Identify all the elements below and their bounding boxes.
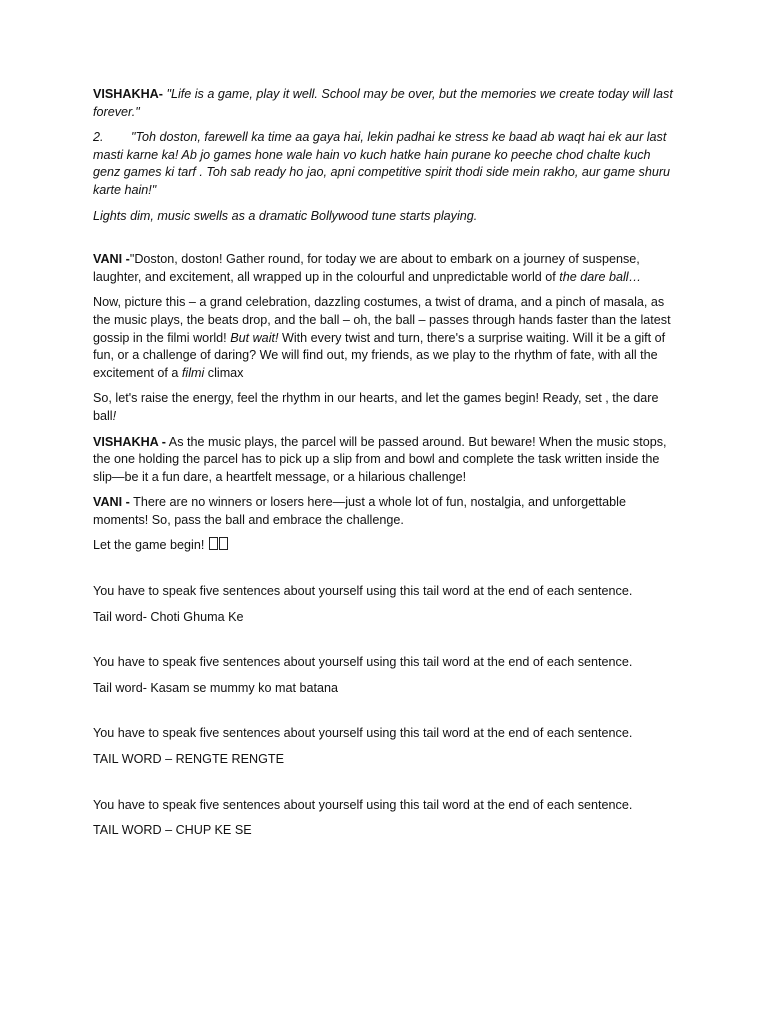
- numbered-paragraph: [93, 129, 676, 199]
- italic-text: !: [112, 408, 117, 423]
- task-instruction: You have to speak five sentences about yourself using this tail word at the end of each sentence.: [93, 726, 633, 741]
- task-instruction: You have to speak five sentences about yourself using this tail word at the end of each sentence.: [93, 797, 633, 812]
- vishakha-opening-line: [93, 86, 676, 121]
- paragraph-text: With every twist and turn, there's a surprise waiting. Will it be a gift of fun, or a challenge of daring? We will find out, my friends, as we play to the rhythm of fate, with all the excitement of a: [93, 330, 666, 380]
- vani-rules-line: [93, 494, 676, 529]
- paragraph-number: 2.: [93, 130, 104, 145]
- paragraph-text: climax: [204, 365, 244, 380]
- paragraph-text: As the music plays, the parcel will be passed around. But beware! When the music stops, the one holding the parcel has to pick up a slip from and bowl and complete the task written inside the slip—be it a fun dare, a heartfelt message, or a hilarious challenge!: [93, 434, 667, 484]
- vishakha-rules-line: [93, 434, 676, 487]
- paragraph-text: "Toh doston, farewell ka time aa gaya hai, lekin padhai ke stress ke baad ab waqt hai ek aur last masti karne ka! Ab jo games hone wale hain vo kuch hatke hain purane ko peeche chod chalte kuch genz games ki tarf . Toh sab ready ho jao, apni competitive spirit thodi side mein rakho, aur game shuru karte hain!": [93, 130, 671, 197]
- picture-this-paragraph: [93, 294, 676, 382]
- game-begin-line: [93, 537, 676, 555]
- missing-glyph-icon: [209, 537, 218, 550]
- intro-italic-text: the dare ball…: [559, 269, 642, 284]
- task-tail-word: Tail word- Choti Ghuma Ke: [93, 609, 244, 624]
- speaker-label: VANI -: [93, 252, 130, 267]
- paragraph-text: Now, picture this – a grand celebration, dazzling costumes, a twist of drama, and a pinch of masala, as the music plays, the beats drop, and the ball – oh, the ball – passes through hands faster than the latest gossip in the filmi world!: [93, 295, 671, 345]
- quote-text: "Life is a game, play it well. School may be over, but the memories we create today will last forever.": [93, 87, 673, 119]
- missing-glyph-icon: [219, 537, 228, 550]
- paragraph-text: So, let's raise the energy, feel the rhythm in our hearts, and let the games begin! Ready, set , the dare ball: [93, 391, 659, 423]
- task-tail-word: TAIL WORD – RENGTE RENGTE: [93, 752, 285, 767]
- italic-text: But wait!: [230, 330, 279, 345]
- speaker-label: VANI -: [93, 495, 130, 510]
- raise-energy-paragraph: [93, 390, 676, 425]
- speaker-label: VISHAKHA -: [93, 434, 166, 449]
- intro-text: "Doston, doston! Gather round, for today we are about to embark on a journey of suspense, laughter, and excitement, all wrapped up in the colourful and unpredictable world of: [93, 252, 640, 284]
- task-tail-word: TAIL WORD – CHUP KE SE: [93, 823, 252, 838]
- stage-direction: Lights dim, music swells as a dramatic Bollywood tune starts playing.: [93, 208, 478, 223]
- task-instruction: You have to speak five sentences about yourself using this tail word at the end of each sentence.: [93, 655, 633, 670]
- paragraph-text: There are no winners or losers here—just a whole lot of fun, nostalgia, and unforgettable moments! So, pass the ball and embrace the challenge.: [93, 495, 626, 527]
- italic-text: filmi: [181, 365, 205, 380]
- vani-intro-line: [93, 251, 676, 286]
- task-tail-word: Tail word- Kasam se mummy ko mat batana: [93, 680, 338, 695]
- paragraph-text: Let the game begin!: [93, 538, 208, 553]
- task-instruction: You have to speak five sentences about yourself using this tail word at the end of each sentence.: [93, 584, 633, 599]
- speaker-label: VISHAKHA-: [93, 87, 163, 101]
